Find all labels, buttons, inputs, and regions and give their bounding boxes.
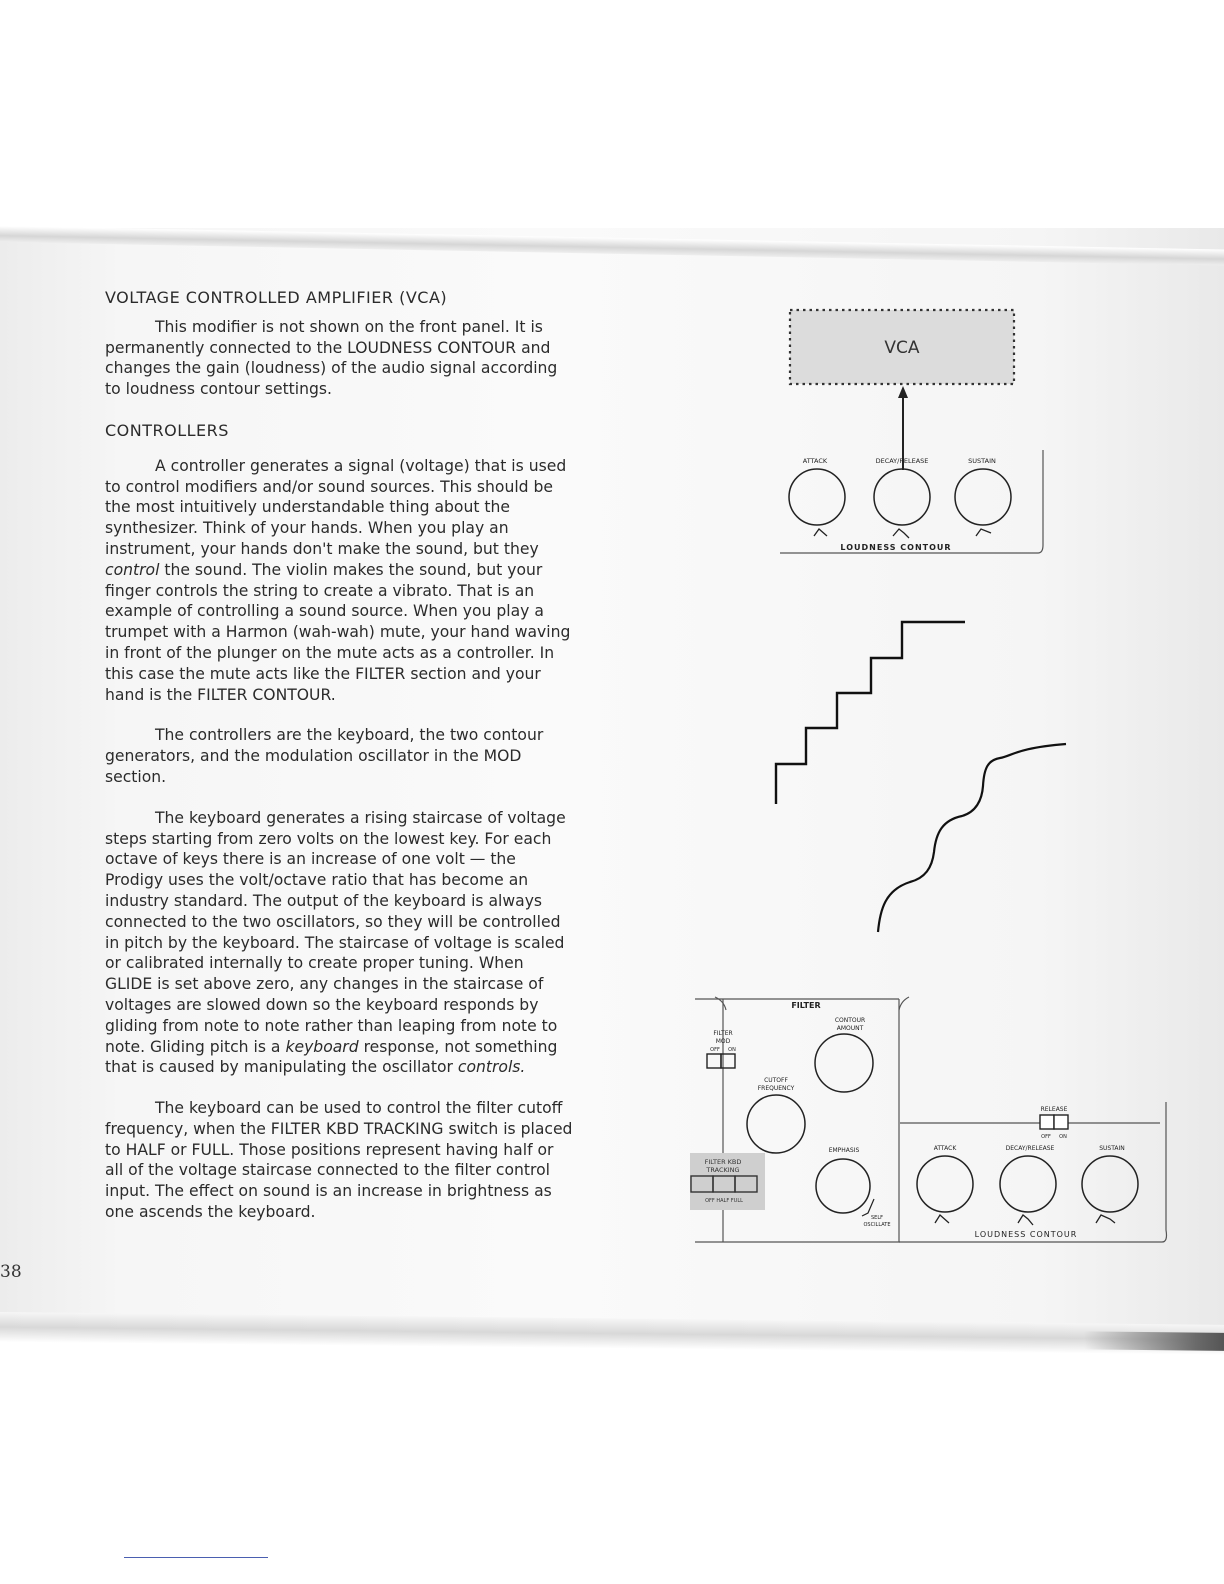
p3-italic-2: controls. — [457, 1058, 526, 1077]
vca-label: VCA — [884, 338, 920, 358]
p1-italic: control — [105, 560, 160, 579]
vca-diagram — [780, 300, 1060, 565]
attack-knob-2 — [917, 1156, 973, 1212]
attack-knob — [789, 469, 845, 525]
sustain-curve-icon — [976, 529, 991, 536]
filter-mod-switch-off — [707, 1054, 721, 1068]
p3-text-b: response, not something that is caused by manipulating the oscillator — [105, 1037, 558, 1077]
cutoff-label-2: FREQUENCY — [757, 1085, 795, 1092]
vca-heading: VOLTAGE CONTROLLED AMPLIFIER (VCA) — [105, 288, 448, 307]
panel-border — [780, 450, 1043, 553]
release-label: RELEASE — [1040, 1106, 1068, 1113]
emphasis-knob — [816, 1159, 870, 1213]
body-text-column — [105, 288, 575, 1223]
decay-release-label-2: DECAY/RELEASE — [1005, 1145, 1055, 1152]
filter-title: FILTER — [791, 1001, 821, 1010]
contour-amount-label-1: CONTOUR — [834, 1017, 866, 1024]
release-off-label: OFF — [1041, 1134, 1051, 1140]
filter-panel-diagram — [690, 992, 1175, 1252]
self-oscillate-label-1: SELF — [871, 1215, 883, 1221]
vca-paragraph — [105, 317, 575, 400]
sustain-knob — [955, 469, 1011, 525]
p1-text-a: A controller generates a signal (voltage) that is used to control modifiers and/or sound sources. This should be the most intuitively understandable thing about the synthesizer. Think of your hands. When you play an instrument, your hands don't make the sound, but they — [105, 456, 567, 558]
page-number: 38 — [0, 1262, 22, 1282]
kbd-tracking-label-2: TRACKING — [706, 1166, 740, 1174]
attack-curve-icon-2 — [935, 1215, 949, 1223]
decay-curve-icon-2 — [1018, 1215, 1033, 1225]
attack-label: ATTACK — [802, 457, 828, 465]
filter-mod-off-label: OFF — [710, 1047, 720, 1053]
controllers-paragraph-2 — [105, 725, 575, 787]
loudness-contour-title-2: LOUDNESS CONTOUR — [974, 1230, 1078, 1239]
sustain-label: SUSTAIN — [968, 457, 996, 465]
p1-text-b: the sound. The violin makes the sound, but your finger controls the string to create a vibrato. That is an example of controlling a sound source. When you play a trumpet with a Harmon (wah-wah) mute, your hand waving in front of the plunger on the mute acts as a controller. In this case the mute acts like the FILTER section and your hand is the FILTER CONTOUR. — [105, 560, 571, 704]
p3-text-a: The keyboard generates a rising staircase of voltage steps starting from zero volts on the lowest key. For each octave of keys there is an increase of one volt — the Prodigy uses the volt/octave ratio that has become an industry standard. The output of the keyboard is always connected to the two oscillators, so they will be controlled in pitch by the keyboard. The staircase of voltage is scaled or calibrated internally to create proper tuning. When GLIDE is set above zero, any changes in the staircase of voltages are slowed down so the keyboard responds by gliding from note to note rather than leaping from note to note. Gliding pitch is a — [105, 808, 566, 1056]
kbd-tracking-positions: OFF HALF FULL — [705, 1198, 743, 1204]
sustain-knob-2 — [1082, 1156, 1138, 1212]
emphasis-label: EMPHASIS — [828, 1147, 860, 1154]
kbd-tracking-label-1: FILTER KBD — [704, 1158, 742, 1166]
self-oscillate-label-2: OSCILLATE — [863, 1222, 891, 1228]
release-switch-on — [1054, 1115, 1068, 1129]
self-oscillate-pointer — [862, 1199, 874, 1216]
keyboard-paragraph — [105, 808, 575, 1078]
filter-mod-on-label: ON — [728, 1047, 736, 1053]
panel-corner-right — [899, 997, 909, 1010]
contour-amount-knob — [815, 1034, 873, 1092]
decay-release-label: DECAY/RELEASE — [875, 457, 929, 465]
release-switch-off — [1040, 1115, 1054, 1129]
staircase-glide-diagram — [870, 740, 1070, 940]
footnote-rule — [124, 1557, 268, 1558]
p2-text: The controllers are the keyboard, the two contour generators, and the modulation oscillator in the MOD section. — [105, 726, 544, 786]
release-on-label: ON — [1059, 1134, 1067, 1140]
contour-amount-label-2: AMOUNT — [836, 1025, 864, 1032]
vca-text: This modifier is not shown on the front panel. It is permanently connected to the LOUDNESS CONTOUR and changes the gain (loudness) of the audio signal according to loudness contour settings. — [105, 317, 558, 399]
controllers-paragraph-1 — [105, 456, 575, 706]
attack-curve-icon — [814, 529, 827, 536]
sustain-label-2: SUSTAIN — [1099, 1145, 1125, 1152]
filter-mod-label-1: FILTER — [713, 1030, 733, 1037]
attack-label-2: ATTACK — [933, 1145, 957, 1152]
decay-curve-icon — [893, 529, 909, 538]
cutoff-frequency-knob — [747, 1095, 805, 1153]
arrow-up-icon — [898, 386, 908, 398]
filter-tracking-paragraph — [105, 1098, 575, 1223]
p3-italic: keyboard — [285, 1037, 359, 1056]
decay-release-knob — [874, 469, 930, 525]
p4-text: The keyboard can be used to control the filter cutoff frequency, when the FILTER KBD TRACKING switch is placed to HALF or FULL. Those positions represent having half or all of the voltage staircase connected to the filter control input. The effect on sound is an increase in brightness as one ascends the keyboard. — [105, 1099, 573, 1222]
sustain-curve-icon-2 — [1096, 1215, 1115, 1223]
loudness-contour-title: LOUDNESS CONTOUR — [840, 543, 952, 552]
filter-mod-label-2: MOD — [715, 1038, 731, 1045]
cutoff-label-1: CUTOFF — [764, 1077, 788, 1084]
controllers-heading: CONTROLLERS — [105, 420, 229, 440]
decay-release-knob-2 — [1000, 1156, 1056, 1212]
glide-staircase-line — [878, 744, 1066, 932]
